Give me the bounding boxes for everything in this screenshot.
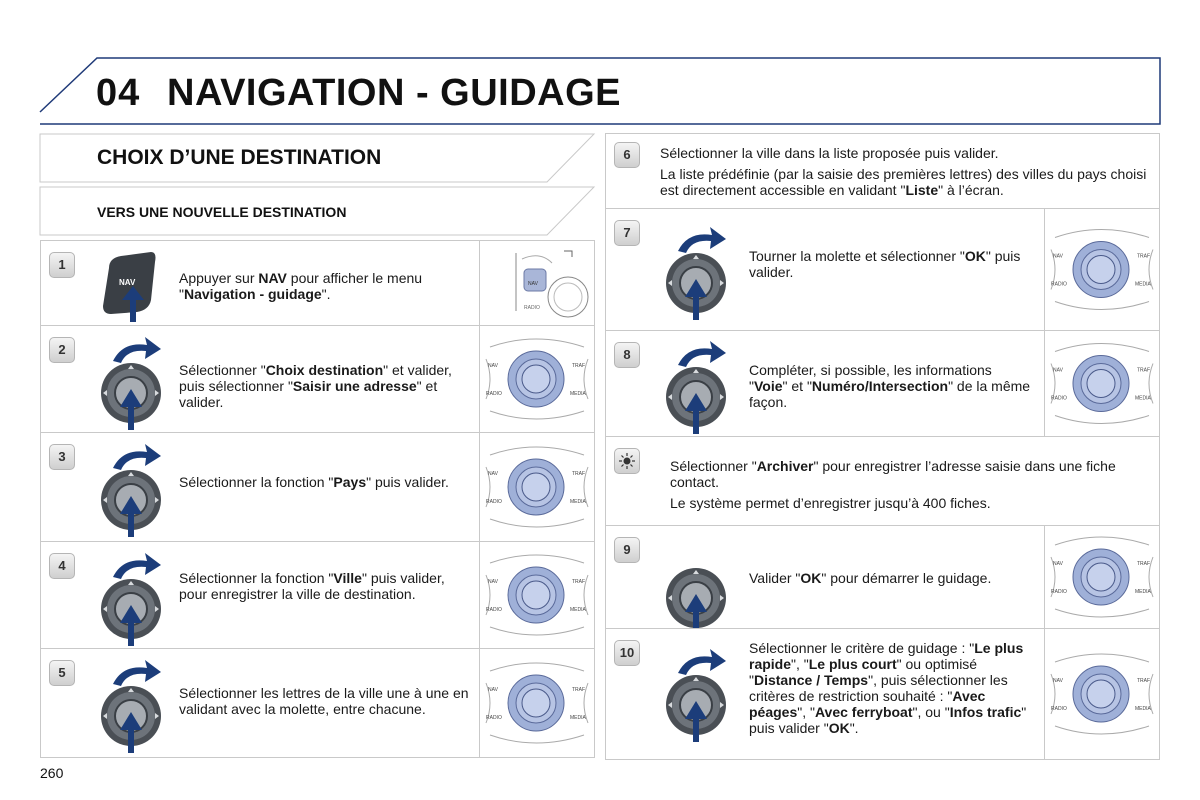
chapter-number: 04 <box>96 72 141 114</box>
rotary-knob-icon-plain <box>664 530 734 641</box>
thumb-nav-label: NAV <box>528 281 538 287</box>
svg-text:TRAF: TRAF <box>572 687 586 693</box>
step-row-4 <box>40 541 595 649</box>
step-text: Sélectionner les lettres de la ville une à une en validant avec la molette, entre chacune. <box>179 685 469 717</box>
svg-text:NAV: NAV <box>1053 561 1063 567</box>
step-row-2 <box>40 325 595 433</box>
step-text: Compléter, si possible, les informations "Voie" et "Numéro/Intersection" de la même façon. <box>749 362 1031 410</box>
svg-text:TRAF: TRAF <box>572 471 586 477</box>
control-panel-thumbnail <box>479 649 594 757</box>
control-panel-thumbnail <box>479 542 594 648</box>
nav-button-icon <box>99 248 159 329</box>
step-text: Sélectionner le critère de guidage : "Le plus rapide", "Le plus court" ou optimisé "Distance / Temps", puis sélectionner les critères de restriction souhaité : "Avec péages", "Avec ferryboat", ou "Infos trafic" puis valider "OK". <box>749 640 1027 736</box>
step-badge: 6 <box>614 142 640 168</box>
step-text: Appuyer sur NAV pour afficher le menu "Navigation - guidage". <box>179 270 423 302</box>
step-badge: 1 <box>49 252 75 278</box>
svg-text:RADIO: RADIO <box>486 607 502 613</box>
thumb-radio-label: RADIO <box>524 305 540 311</box>
step-row-5 <box>40 648 595 758</box>
step-note: La liste prédéfinie (par la saisie des premières lettres) des villes du pays choisi est directement accessible en validant "Liste" à l’écran. <box>660 166 1147 198</box>
control-panel-thumbnail <box>1044 629 1159 759</box>
svg-text:NAV: NAV <box>488 363 498 369</box>
step-row-6 <box>605 133 1160 209</box>
rotary-knob-icon <box>99 331 169 436</box>
section-title: CHOIX D’UNE DESTINATION <box>97 146 382 169</box>
step-row-3 <box>40 432 595 542</box>
rotary-knob-icon <box>99 438 169 543</box>
svg-text:NAV: NAV <box>488 579 498 585</box>
svg-text:NAV: NAV <box>1053 367 1063 374</box>
svg-text:MEDIA: MEDIA <box>1135 589 1151 595</box>
svg-text:NAV: NAV <box>488 471 498 477</box>
svg-text:RADIO: RADIO <box>1051 395 1067 402</box>
svg-text:TRAF: TRAF <box>1137 561 1151 567</box>
step-text: Sélectionner la fonction "Ville" puis valider, pour enregistrer la ville de destination. <box>179 570 445 602</box>
control-panel-thumbnail <box>1044 331 1159 436</box>
step-badge: 8 <box>614 342 640 368</box>
svg-text:RADIO: RADIO <box>486 499 502 505</box>
step-badge: 7 <box>614 220 640 246</box>
svg-text:MEDIA: MEDIA <box>1135 281 1151 288</box>
step-badge: 4 <box>49 553 75 579</box>
tip-icon <box>614 448 640 474</box>
tip-row <box>605 436 1160 526</box>
step-text: Sélectionner "Choix destination" et valider, puis sélectionner "Saisir une adresse" et valider. <box>179 362 452 410</box>
step-note: Le système permet d’enregistrer jusqu’à 400 fiches. <box>670 495 991 511</box>
svg-text:NAV: NAV <box>488 687 498 693</box>
step-text: Sélectionner la ville dans la liste proposée puis valider. <box>660 145 999 161</box>
nav-key-label: NAV <box>119 278 136 287</box>
svg-text:MEDIA: MEDIA <box>570 391 586 397</box>
rotary-knob-icon <box>664 335 734 440</box>
svg-text:NAV: NAV <box>1053 253 1063 260</box>
svg-text:TRAF: TRAF <box>1137 253 1151 260</box>
step-row-9 <box>605 525 1160 629</box>
step-text: Sélectionner "Archiver" pour enregistrer l’adresse saisie dans une fiche contact. <box>670 458 1116 490</box>
svg-text:TRAF: TRAF <box>1137 367 1151 374</box>
svg-text:TRAF: TRAF <box>572 363 586 369</box>
svg-text:MEDIA: MEDIA <box>1135 706 1151 712</box>
step-row-8 <box>605 330 1160 437</box>
step-badge: 2 <box>49 337 75 363</box>
svg-text:TRAF: TRAF <box>1137 678 1151 684</box>
svg-text:RADIO: RADIO <box>1051 589 1067 595</box>
page-number: 260 <box>40 765 64 781</box>
step-badge: 9 <box>614 537 640 563</box>
control-panel-thumbnail <box>1044 209 1159 330</box>
step-badge: 5 <box>49 660 75 686</box>
svg-text:RADIO: RADIO <box>486 715 502 721</box>
svg-text:RADIO: RADIO <box>1051 706 1067 712</box>
section-subtitle: VERS UNE NOUVELLE DESTINATION <box>97 204 347 220</box>
svg-text:MEDIA: MEDIA <box>570 607 586 613</box>
step-text: Sélectionner la fonction "Pays" puis valider. <box>179 474 449 490</box>
step-row-10 <box>605 628 1160 760</box>
control-panel-thumbnail <box>479 433 594 541</box>
step-text: Valider "OK" pour démarrer le guidage. <box>749 570 992 586</box>
step-row-1 <box>40 240 595 326</box>
svg-text:NAV: NAV <box>1053 678 1063 684</box>
control-panel-thumbnail <box>479 326 594 432</box>
step-badge: 10 <box>614 640 640 666</box>
svg-text:MEDIA: MEDIA <box>570 499 586 505</box>
svg-text:MEDIA: MEDIA <box>570 715 586 721</box>
svg-text:MEDIA: MEDIA <box>1135 395 1151 402</box>
svg-text:RADIO: RADIO <box>1051 281 1067 288</box>
rotary-knob-icon <box>664 643 734 748</box>
control-panel-thumbnail <box>1044 526 1159 628</box>
svg-text:TRAF: TRAF <box>572 579 586 585</box>
rotary-knob-icon <box>664 221 734 326</box>
step-badge: 3 <box>49 444 75 470</box>
step-row-7 <box>605 208 1160 331</box>
chapter-title: NAVIGATION - GUIDAGE <box>167 72 622 114</box>
rotary-knob-icon <box>99 547 169 652</box>
svg-text:RADIO: RADIO <box>486 391 502 397</box>
rotary-knob-icon <box>99 654 169 759</box>
step-text: Tourner la molette et sélectionner "OK" puis valider. <box>749 248 1021 280</box>
dashboard-thumbnail <box>479 241 594 325</box>
